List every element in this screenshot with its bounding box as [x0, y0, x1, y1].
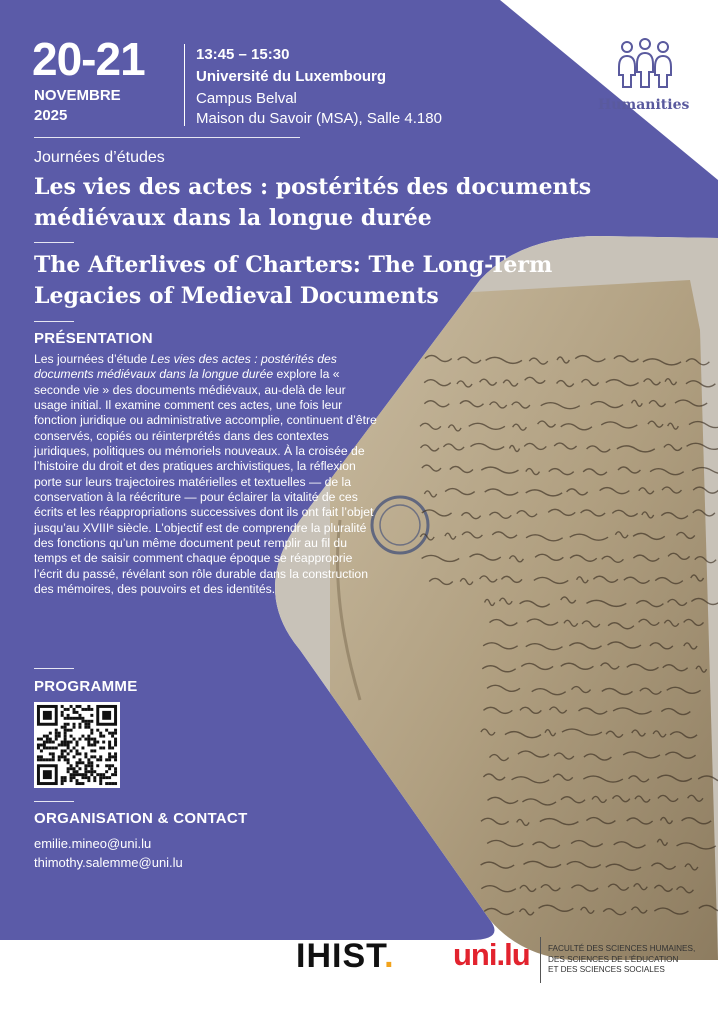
- qr-module: [58, 735, 61, 738]
- qr-module: [46, 758, 49, 761]
- qr-module: [84, 776, 87, 779]
- qr-module: [111, 735, 114, 738]
- qr-module: [108, 741, 111, 744]
- qr-module: [96, 729, 99, 732]
- qr-module: [73, 717, 76, 720]
- qr-module: [87, 758, 90, 761]
- qr-module: [78, 726, 81, 729]
- qr-module: [46, 738, 49, 741]
- qr-module: [81, 782, 84, 785]
- qr-module: [37, 758, 40, 761]
- qr-module: [114, 752, 117, 755]
- qr-module: [52, 758, 55, 761]
- qr-module: [114, 767, 117, 770]
- qr-module: [61, 741, 64, 744]
- qr-module: [78, 761, 81, 764]
- qr-module: [90, 720, 93, 723]
- faculty-name: [548, 944, 716, 976]
- qr-finder-pattern: [43, 711, 52, 720]
- qr-module: [67, 717, 70, 720]
- qr-module: [99, 735, 102, 738]
- qr-module: [102, 776, 105, 779]
- ihist-logo-text: IHIST: [296, 937, 385, 975]
- qr-module: [114, 782, 117, 785]
- qr-module: [64, 726, 67, 729]
- qr-module: [67, 744, 70, 747]
- qr-module: [64, 717, 67, 720]
- programme-heading: PROGRAMME: [34, 678, 138, 695]
- qr-module: [114, 732, 117, 735]
- ihist-logo-dot: .: [384, 937, 395, 975]
- faculty-separator: [540, 937, 541, 983]
- qr-module: [99, 776, 102, 779]
- qr-module: [76, 705, 79, 708]
- qr-module: [90, 708, 93, 711]
- qr-module: [73, 746, 76, 749]
- event-date-range: 20-21: [32, 33, 145, 85]
- qr-module: [73, 776, 76, 779]
- qr-module: [96, 758, 99, 761]
- faculty-line-3: ET DES SCIENCES SOCIALES: [548, 965, 665, 974]
- qr-module: [84, 726, 87, 729]
- qr-module: [73, 738, 76, 741]
- qr-module: [67, 761, 70, 764]
- qr-module: [90, 755, 93, 758]
- presentation-text: [34, 352, 379, 598]
- title-fr-line2: médiévaux dans la longue durée: [34, 205, 432, 231]
- qr-module: [78, 767, 81, 770]
- qr-module: [93, 770, 96, 773]
- qr-module: [105, 758, 108, 761]
- qr-module: [81, 776, 84, 779]
- qr-module: [102, 773, 105, 776]
- qr-module: [55, 729, 58, 732]
- qr-module: [93, 776, 96, 779]
- qr-module: [90, 773, 93, 776]
- qr-module: [102, 746, 105, 749]
- qr-module: [78, 738, 81, 741]
- qr-module: [70, 764, 73, 767]
- qr-module: [67, 758, 70, 761]
- qr-module: [78, 723, 81, 726]
- qr-module: [114, 773, 117, 776]
- qr-module: [84, 723, 87, 726]
- qr-module: [78, 752, 81, 755]
- qr-module: [84, 752, 87, 755]
- qr-module: [55, 735, 58, 738]
- qr-module: [64, 749, 67, 752]
- faculty-line-1: FACULTÉ DES SCIENCES HUMAINES,: [548, 944, 696, 953]
- qr-module: [61, 776, 64, 779]
- qr-module: [102, 735, 105, 738]
- qr-module: [61, 744, 64, 747]
- qr-module: [55, 732, 58, 735]
- qr-finder-pattern: [102, 711, 111, 720]
- qr-module: [105, 782, 108, 785]
- qr-module: [99, 782, 102, 785]
- qr-module: [76, 779, 79, 782]
- qr-module: [96, 764, 99, 767]
- title-fr-line1: Les vies des actes : postérités des documents: [34, 174, 592, 200]
- qr-module: [58, 758, 61, 761]
- qr-module: [81, 773, 84, 776]
- qr-module: [49, 741, 52, 744]
- qr-module: [67, 767, 70, 770]
- qr-module: [37, 738, 40, 741]
- qr-module: [52, 746, 55, 749]
- qr-module: [114, 758, 117, 761]
- qr-module: [111, 732, 114, 735]
- qr-module: [73, 711, 76, 714]
- qr-module: [64, 735, 67, 738]
- qr-module: [78, 717, 81, 720]
- qr-module: [64, 758, 67, 761]
- qr-module: [61, 714, 64, 717]
- qr-module: [52, 741, 55, 744]
- qr-module: [76, 717, 79, 720]
- qr-module: [61, 779, 64, 782]
- qr-module: [99, 732, 102, 735]
- kicker: Journées d’études: [34, 149, 165, 166]
- qr-module: [76, 711, 79, 714]
- qr-module: [70, 717, 73, 720]
- qr-module: [64, 779, 67, 782]
- divider-title: [34, 242, 74, 243]
- qr-module: [67, 708, 70, 711]
- qr-module: [64, 738, 67, 741]
- qr-module: [76, 764, 79, 767]
- qr-module: [61, 711, 64, 714]
- qr-module: [84, 764, 87, 767]
- divider-contact: [34, 801, 74, 802]
- qr-module: [108, 755, 111, 758]
- qr-module: [70, 729, 73, 732]
- header-divider: [184, 44, 185, 126]
- qr-module: [70, 749, 73, 752]
- qr-module: [64, 744, 67, 747]
- qr-module: [67, 741, 70, 744]
- qr-module: [52, 752, 55, 755]
- qr-module: [49, 732, 52, 735]
- people-group-icon: [615, 37, 675, 91]
- qr-module: [81, 735, 84, 738]
- event-campus: Campus Belval: [196, 90, 297, 107]
- qr-module: [111, 746, 114, 749]
- qr-module: [87, 770, 90, 773]
- qr-module: [81, 761, 84, 764]
- qr-module: [87, 708, 90, 711]
- qr-module: [70, 776, 73, 779]
- qr-module: [108, 767, 111, 770]
- qr-module: [99, 773, 102, 776]
- qr-module: [76, 770, 79, 773]
- qr-module: [73, 767, 76, 770]
- qr-module: [76, 741, 79, 744]
- qr-module: [64, 708, 67, 711]
- qr-module: [105, 729, 108, 732]
- qr-module: [43, 741, 46, 744]
- contact-heading: ORGANISATION & CONTACT: [34, 810, 248, 827]
- qr-module: [96, 773, 99, 776]
- qr-module: [37, 744, 40, 747]
- qr-module: [99, 758, 102, 761]
- qr-module: [90, 749, 93, 752]
- qr-module: [84, 773, 87, 776]
- qr-module: [90, 767, 93, 770]
- qr-module: [58, 732, 61, 735]
- qr-module: [73, 726, 76, 729]
- qr-module: [90, 770, 93, 773]
- event-room: Maison du Savoir (MSA), Salle 4.180: [196, 110, 442, 127]
- qr-module: [78, 758, 81, 761]
- qr-module: [87, 735, 90, 738]
- qr-module: [70, 705, 73, 708]
- qr-finder-pattern: [43, 770, 52, 779]
- qr-module: [67, 752, 70, 755]
- qr-module: [87, 741, 90, 744]
- qr-module: [102, 741, 105, 744]
- qr-module: [108, 752, 111, 755]
- qr-module: [84, 738, 87, 741]
- qr-module: [76, 749, 79, 752]
- qr-module: [93, 738, 96, 741]
- qr-module: [99, 779, 102, 782]
- qr-module: [40, 738, 43, 741]
- qr-module: [70, 741, 73, 744]
- presentation-body: explore la « seconde vie » des documents médiévaux, au-delà de leur usage initial. Il examine comment ces actes, une fois leur fonction juridique ou administrative accomplie, continuent d’être conservés, copiés ou réinterprétés dans des contextes juridiques, politiques ou mémoriels nouveaux. À la croisée de l’histoire du droit et des pratiques archivistiques, la réflexion porte sur leurs trajectoires matérielles et textuelles — de la conservation à la réécriture — pour éclairer la vitalité de ces écrits et les réappropriations successives dont ils ont fait l’objet jusqu’au XVIIIᵉ siècle. L’objectif est de comprendre la pluralité des fonctions qu’un même document peut remplir au fil du temps et de saisir comment chaque époque se réapproprie l’écrit du passé, révélant son rôle durable dans la construction des mémoires, des pouvoirs et des identités.: [34, 367, 377, 597]
- qr-module: [58, 755, 61, 758]
- qr-module: [61, 705, 64, 708]
- qr-module: [40, 755, 43, 758]
- qr-module: [64, 755, 67, 758]
- qr-module: [61, 755, 64, 758]
- event-university: Université du Luxembourg: [196, 68, 387, 85]
- qr-module: [73, 723, 76, 726]
- qr-module: [78, 782, 81, 785]
- qr-module: [114, 770, 117, 773]
- qr-module: [108, 764, 111, 767]
- qr-module: [87, 738, 90, 741]
- qr-module: [93, 744, 96, 747]
- qr-module: [87, 764, 90, 767]
- divider-programme: [34, 668, 74, 669]
- qr-module: [96, 741, 99, 744]
- qr-module: [105, 776, 108, 779]
- qr-module: [76, 761, 79, 764]
- qr-module: [49, 738, 52, 741]
- qr-module: [108, 746, 111, 749]
- qr-module: [67, 714, 70, 717]
- qr-module: [108, 758, 111, 761]
- qr-module: [49, 758, 52, 761]
- qr-module: [111, 764, 114, 767]
- qr-module: [87, 761, 90, 764]
- qr-module: [93, 741, 96, 744]
- qr-module: [93, 755, 96, 758]
- qr-module: [114, 741, 117, 744]
- qr-module: [108, 732, 111, 735]
- ihist-logo: [296, 937, 395, 976]
- qr-module: [87, 723, 90, 726]
- qr-module: [78, 773, 81, 776]
- qr-module: [84, 767, 87, 770]
- qr-module: [87, 779, 90, 782]
- qr-module: [84, 720, 87, 723]
- qr-module: [64, 729, 67, 732]
- presentation-lead: Les journées d’étude: [34, 352, 151, 366]
- qr-module: [70, 735, 73, 738]
- qr-module: [90, 764, 93, 767]
- qr-module: [90, 732, 93, 735]
- qr-module: [70, 779, 73, 782]
- qr-module: [40, 749, 43, 752]
- unilu-logo: uni.lu: [453, 937, 530, 972]
- qr-module: [43, 744, 46, 747]
- qr-module: [55, 738, 58, 741]
- humanities-label: Humanities: [598, 97, 690, 113]
- qr-module: [40, 758, 43, 761]
- qr-module: [67, 746, 70, 749]
- qr-module: [61, 749, 64, 752]
- event-time: 13:45 – 15:30: [196, 46, 290, 63]
- qr-module: [43, 746, 46, 749]
- qr-module: [46, 741, 49, 744]
- qr-module: [43, 735, 46, 738]
- qr-module: [84, 770, 87, 773]
- title-en-line2: Legacies of Medieval Documents: [34, 283, 439, 309]
- qr-module: [99, 746, 102, 749]
- qr-module: [81, 746, 84, 749]
- qr-module: [64, 732, 67, 735]
- qr-module: [37, 746, 40, 749]
- qr-module: [114, 744, 117, 747]
- qr-module: [108, 744, 111, 747]
- qr-module: [111, 755, 114, 758]
- qr-module: [67, 723, 70, 726]
- qr-module: [76, 782, 79, 785]
- qr-module: [84, 755, 87, 758]
- qr-module: [84, 708, 87, 711]
- qr-module: [114, 729, 117, 732]
- qr-module: [87, 720, 90, 723]
- qr-module: [114, 755, 117, 758]
- qr-module: [73, 708, 76, 711]
- qr-module: [81, 720, 84, 723]
- qr-module: [87, 776, 90, 779]
- qr-module: [61, 752, 64, 755]
- qr-module: [55, 746, 58, 749]
- divider-top: [34, 137, 300, 138]
- qr-module: [90, 738, 93, 741]
- qr-module: [78, 714, 81, 717]
- qr-module: [76, 744, 79, 747]
- qr-module: [78, 705, 81, 708]
- qr-module: [90, 744, 93, 747]
- qr-module: [67, 770, 70, 773]
- qr-module: [105, 764, 108, 767]
- qr-module: [52, 755, 55, 758]
- qr-module: [58, 744, 61, 747]
- qr-module: [73, 770, 76, 773]
- qr-module: [108, 776, 111, 779]
- qr-module: [76, 773, 79, 776]
- divider-presentation: [34, 321, 74, 322]
- presentation-italic-title: Les vies des actes : postérités des documents médiévaux dans la longue durée: [34, 352, 337, 382]
- qr-module: [93, 749, 96, 752]
- event-month: NOVEMBRE: [34, 87, 121, 104]
- qr-module: [67, 729, 70, 732]
- qr-module: [49, 752, 52, 755]
- qr-module: [105, 770, 108, 773]
- qr-module: [108, 782, 111, 785]
- qr-module: [81, 717, 84, 720]
- qr-module: [64, 776, 67, 779]
- qr-module: [64, 741, 67, 744]
- qr-module: [76, 752, 79, 755]
- qr-module: [73, 755, 76, 758]
- presentation-heading: PRÉSENTATION: [34, 330, 153, 347]
- qr-module: [40, 744, 43, 747]
- qr-module: [70, 767, 73, 770]
- qr-module: [61, 782, 64, 785]
- qr-module: [93, 779, 96, 782]
- qr-module: [90, 714, 93, 717]
- qr-module: [70, 773, 73, 776]
- qr-module: [111, 782, 114, 785]
- title-en-line1: The Afterlives of Charters: The Long-Term: [34, 252, 553, 278]
- qr-module: [114, 738, 117, 741]
- qr-module: [73, 773, 76, 776]
- event-year: 2025: [34, 107, 68, 124]
- qr-module: [99, 755, 102, 758]
- qr-module: [64, 723, 67, 726]
- email-link-salemme[interactable]: thimothy.salemme@uni.lu: [34, 855, 183, 870]
- qr-module: [46, 735, 49, 738]
- qr-module: [37, 755, 40, 758]
- qr-module: [81, 708, 84, 711]
- programme-qr-code[interactable]: [34, 702, 120, 788]
- qr-module: [61, 726, 64, 729]
- faculty-line-2: DES SCIENCES DE L’ÉDUCATION: [548, 954, 679, 964]
- qr-module: [90, 761, 93, 764]
- email-link-mineo[interactable]: emilie.mineo@uni.lu: [34, 836, 152, 851]
- qr-module: [43, 758, 46, 761]
- qr-module: [87, 744, 90, 747]
- qr-module: [111, 773, 114, 776]
- qr-module: [46, 746, 49, 749]
- qr-module: [49, 746, 52, 749]
- qr-module: [87, 726, 90, 729]
- qr-module: [87, 705, 90, 708]
- qr-module: [90, 729, 93, 732]
